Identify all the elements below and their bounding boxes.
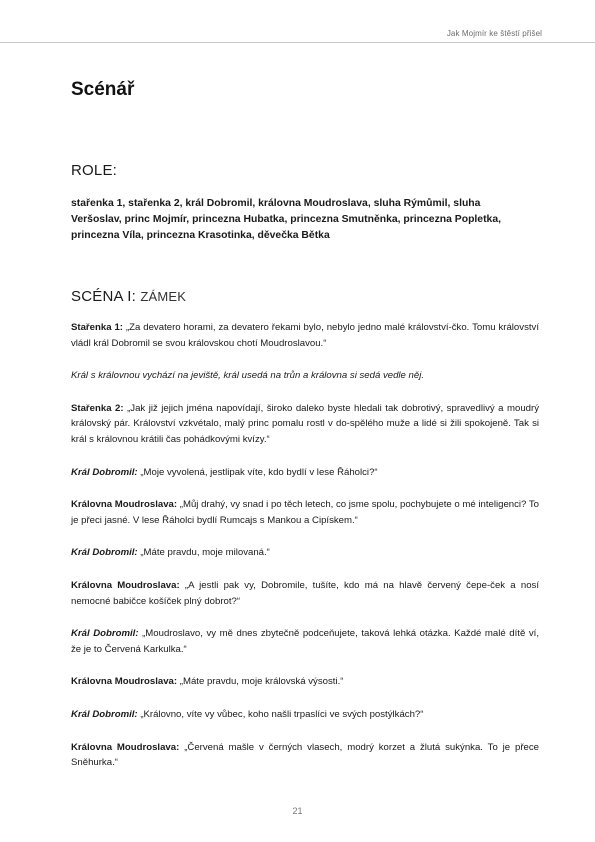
speaker-name: Královna Moudroslava: bbox=[71, 499, 178, 511]
scene-heading-main: SCÉNA I: bbox=[71, 288, 136, 305]
speaker-name: Král Dobromil: bbox=[71, 708, 138, 720]
page-number: 21 bbox=[292, 806, 303, 816]
page-title: Scénář bbox=[71, 79, 135, 100]
script-body bbox=[71, 320, 539, 788]
script-line bbox=[71, 465, 539, 481]
scene-heading-location: ZÁMEK bbox=[140, 289, 187, 304]
script-line bbox=[71, 545, 539, 561]
speaker-name: Královna Moudroslava: bbox=[71, 579, 180, 591]
roles-list: stařenka 1, stařenka 2, král Dobromil, královna Moudroslava, sluha Rýmůmil, sluha Veršoslav, princ Mojmír, princezna Hubatka, princezna Smutněnka, princezna Popletka, princezna Víla, princezna Krasotinka, děvečka Bětka bbox=[71, 198, 501, 241]
speaker-name: Královna Moudroslava: bbox=[71, 741, 180, 753]
dialogue-text: „A jestli pak vy, Dobromile, tušíte, kdo má na hlavě červený čepe-ček a nosí nemocné babičce košíček plný dobrot?“ bbox=[71, 579, 540, 607]
script-line bbox=[71, 674, 539, 690]
roles-heading: ROLE: bbox=[71, 162, 118, 179]
script-line bbox=[71, 497, 539, 528]
dialogue-text: „Moje vyvolená, jestlipak víte, kdo bydlí v lese Řáholci?“ bbox=[140, 466, 378, 478]
script-line bbox=[71, 320, 539, 351]
speaker-name: Královna Moudroslava: bbox=[71, 676, 178, 688]
dialogue-text: „Za devatero horami, za devatero řekami bylo, nebylo jedno malé království-čko. Tomu království vládl král Dobromil se svou královskou chotí Moudroslavou.“ bbox=[71, 322, 539, 349]
speaker-name: Stařenka 2: bbox=[71, 402, 124, 414]
script-line bbox=[71, 578, 539, 609]
scene-heading bbox=[71, 288, 186, 305]
speaker-name: Král Dobromil: bbox=[71, 628, 139, 640]
speaker-name: Král Dobromil: bbox=[71, 466, 138, 478]
running-header: Jak Mojmír ke štěstí přišel bbox=[446, 29, 542, 38]
script-line bbox=[71, 626, 539, 657]
stage-direction: Král s královnou vychází na jeviště, král usedá na trůn a královna si sedá vedle něj. bbox=[71, 370, 425, 382]
dialogue-text: „Jak již jejich jména napovídají, široko daleko byste hledali tak dobrotivý, spravedlivý a moudrý královský pár. Království vzkvétalo, malý princ pomalu rostl v do-spělého muže a lidé si žili spokojeně. Tak si král s královnou krátili čas pohádkovými kvízy.“ bbox=[71, 402, 540, 445]
speaker-name: Stařenka 1: bbox=[71, 322, 123, 333]
dialogue-text: „Červená mašle v černých vlasech, modrý korzet a žlutá sukýnka. To je přece Sněhurka.“ bbox=[71, 741, 540, 769]
dialogue-text: „Máte pravdu, moje milovaná.“ bbox=[140, 547, 270, 559]
dialogue-text: „Můj drahý, vy snad i po těch letech, co jsme spolu, pochybujete o mé inteligenci? To je přeci jasné. V lese Řáholci bydlí Rumcajs s Mankou a Cipískem.“ bbox=[71, 499, 540, 526]
header-divider bbox=[0, 42, 595, 43]
dialogue-text: „Královno, víte vy vůbec, koho našli trpaslíci ve svých postýlkách?“ bbox=[140, 708, 424, 720]
speaker-name: Král Dobromil: bbox=[71, 547, 138, 559]
dialogue-text: „Moudroslavo, vy mě dnes zbytečně podceňujete, taková lehká otázka. Každé malé dítě ví, že je to Červená Karkulka.“ bbox=[71, 628, 539, 655]
dialogue-text: „Máte pravdu, moje královská výsosti.“ bbox=[179, 676, 344, 688]
script-line bbox=[71, 707, 539, 723]
script-line bbox=[71, 740, 539, 771]
script-line bbox=[71, 401, 539, 448]
